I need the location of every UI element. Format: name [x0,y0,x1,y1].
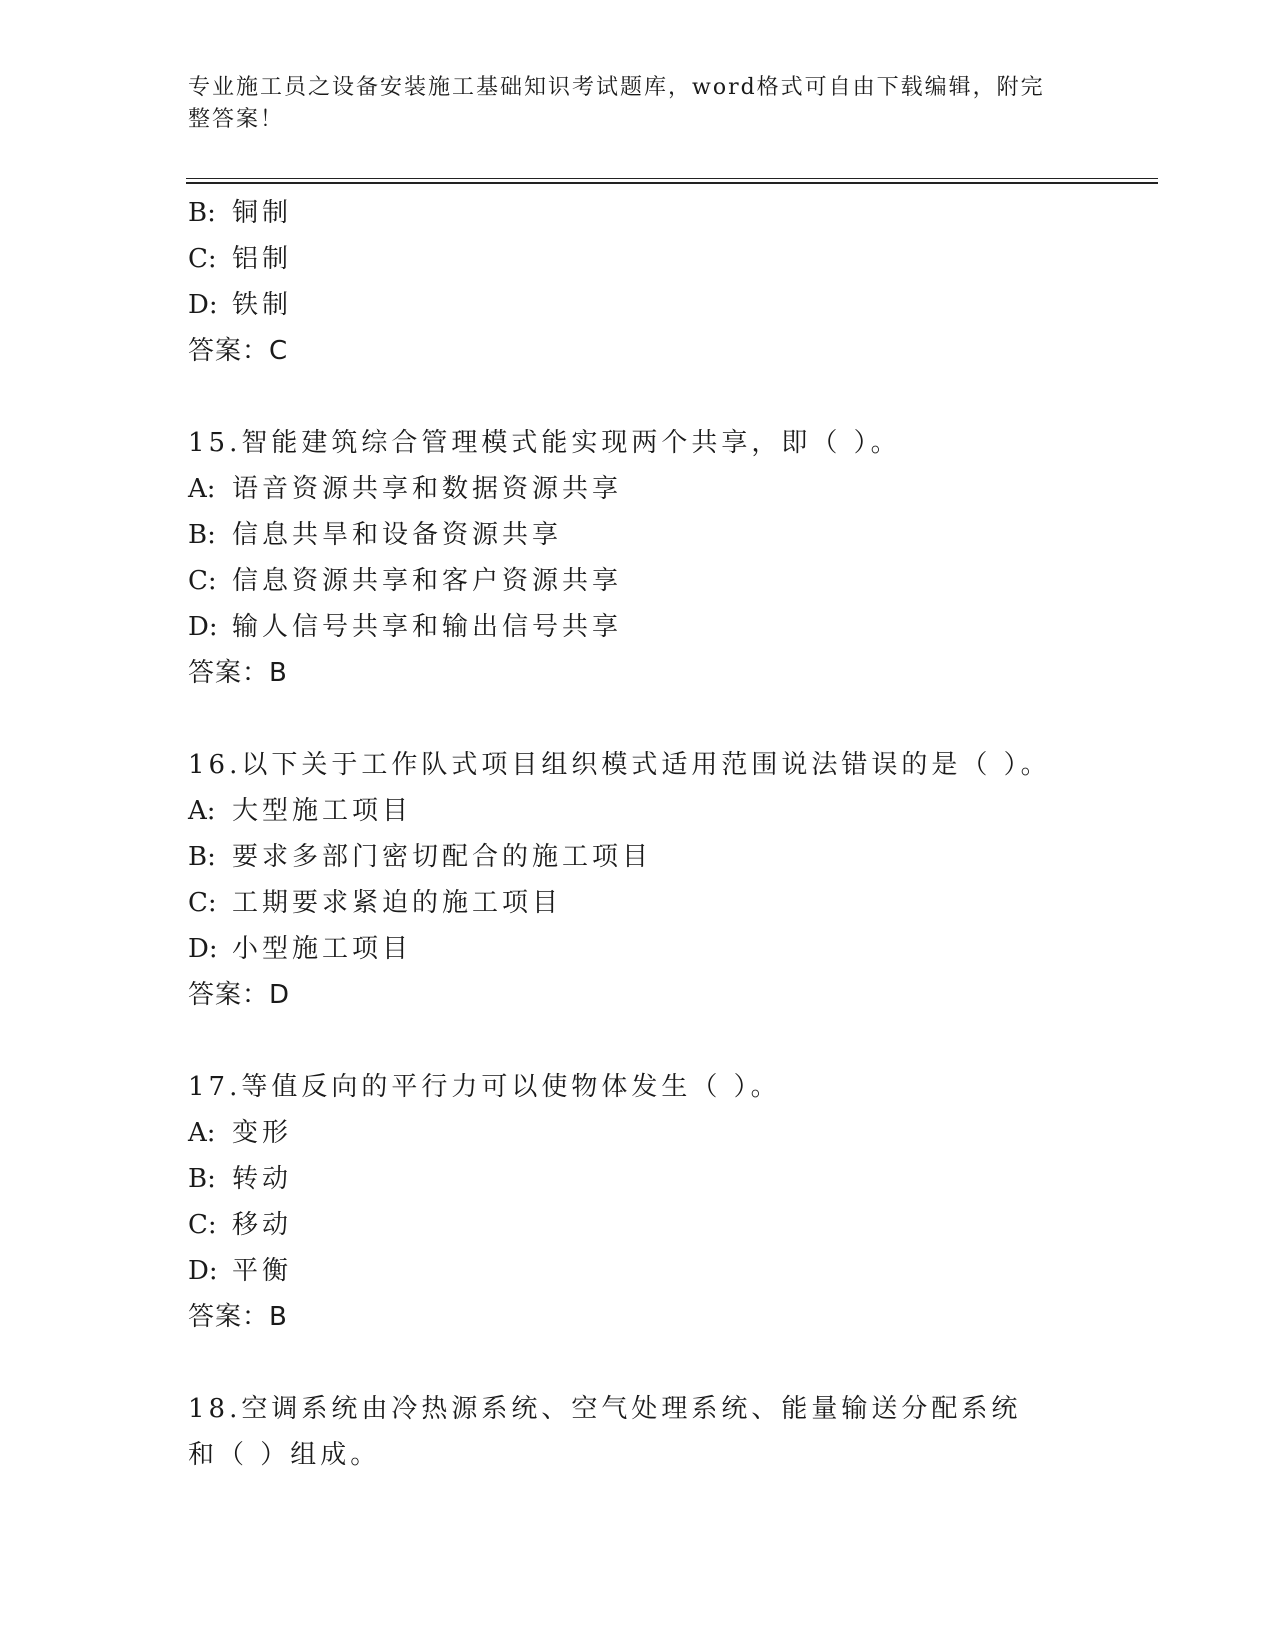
option-letter: C: [188,244,217,274]
option-text: 信息资源共享和客户资源共享 [232,566,623,596]
option-letter: A: [188,1118,216,1148]
option-text: 铝制 [232,244,293,274]
question-18 [188,1386,1088,1478]
option-text: 平衡 [232,1256,293,1286]
option-b [188,512,1088,558]
option-text: 移动 [232,1210,293,1240]
document-body [188,190,1088,1478]
option-text: 变形 [232,1118,293,1148]
option-d [188,1248,1088,1294]
question-stem: 18.空调系统由冷热源系统、空气处理系统、能量输送分配系统和（ ）组成。 [188,1394,1022,1470]
page-header: 专业施工员之设备安装施工基础知识考试题库，word格式可自由下载编辑，附完整答案！ [188,75,1045,132]
answer-line: 答案：D [188,980,291,1010]
answer-line: 答案：B [188,1302,288,1332]
partial-question [188,190,1088,374]
option-c [188,558,1088,604]
option-c [188,1202,1088,1248]
option-letter: B: [188,520,216,550]
option-letter: D: [188,290,218,320]
option-d [188,926,1088,972]
option-b [188,834,1088,880]
option-a [188,788,1088,834]
option-letter: C: [188,566,217,596]
option-text: 输人信号共享和输出信号共享 [232,612,623,642]
option-text: 转动 [232,1164,293,1194]
option-c [188,236,1088,282]
option-d [188,282,1088,328]
option-text: 铁制 [232,290,293,320]
question-17 [188,1064,1088,1340]
question-stem: 16.以下关于工作队式项目组织模式适用范围说法错误的是（ ）。 [188,750,1051,780]
question-16 [188,742,1088,1018]
option-d [188,604,1088,650]
option-letter: A: [188,796,216,826]
header-divider-thick [186,182,1158,184]
answer-line: 答案：B [188,658,288,688]
option-c [188,880,1088,926]
option-b [188,1156,1088,1202]
option-b [188,190,1088,236]
question-stem: 17.等值反向的平行力可以使物体发生（ ）。 [188,1072,781,1102]
option-letter: C: [188,888,217,918]
option-text: 语音资源共享和数据资源共享 [232,474,623,504]
option-text: 要求多部门密切配合的施工项目 [232,842,653,872]
option-text: 小型施工项目 [232,934,413,964]
question-15 [188,420,1088,696]
option-a [188,1110,1088,1156]
option-letter: B: [188,842,216,872]
option-letter: D: [188,612,218,642]
option-letter: A: [188,474,216,504]
option-text: 铜制 [232,198,293,228]
option-text: 信息共旱和设备资源共享 [232,520,563,550]
option-text: 工期要求紧迫的施工项目 [232,888,563,918]
option-letter: D: [188,1256,218,1286]
option-text: 大型施工项目 [232,796,413,826]
option-letter: C: [188,1210,217,1240]
answer-line: 答案：C [188,336,289,366]
question-stem: 15.智能建筑综合管理模式能实现两个共享，即（ ）。 [188,428,901,458]
option-letter: B: [188,1164,216,1194]
header-divider-thin [186,178,1158,179]
option-a [188,466,1088,512]
option-letter: D: [188,934,218,964]
option-letter: B: [188,198,216,228]
